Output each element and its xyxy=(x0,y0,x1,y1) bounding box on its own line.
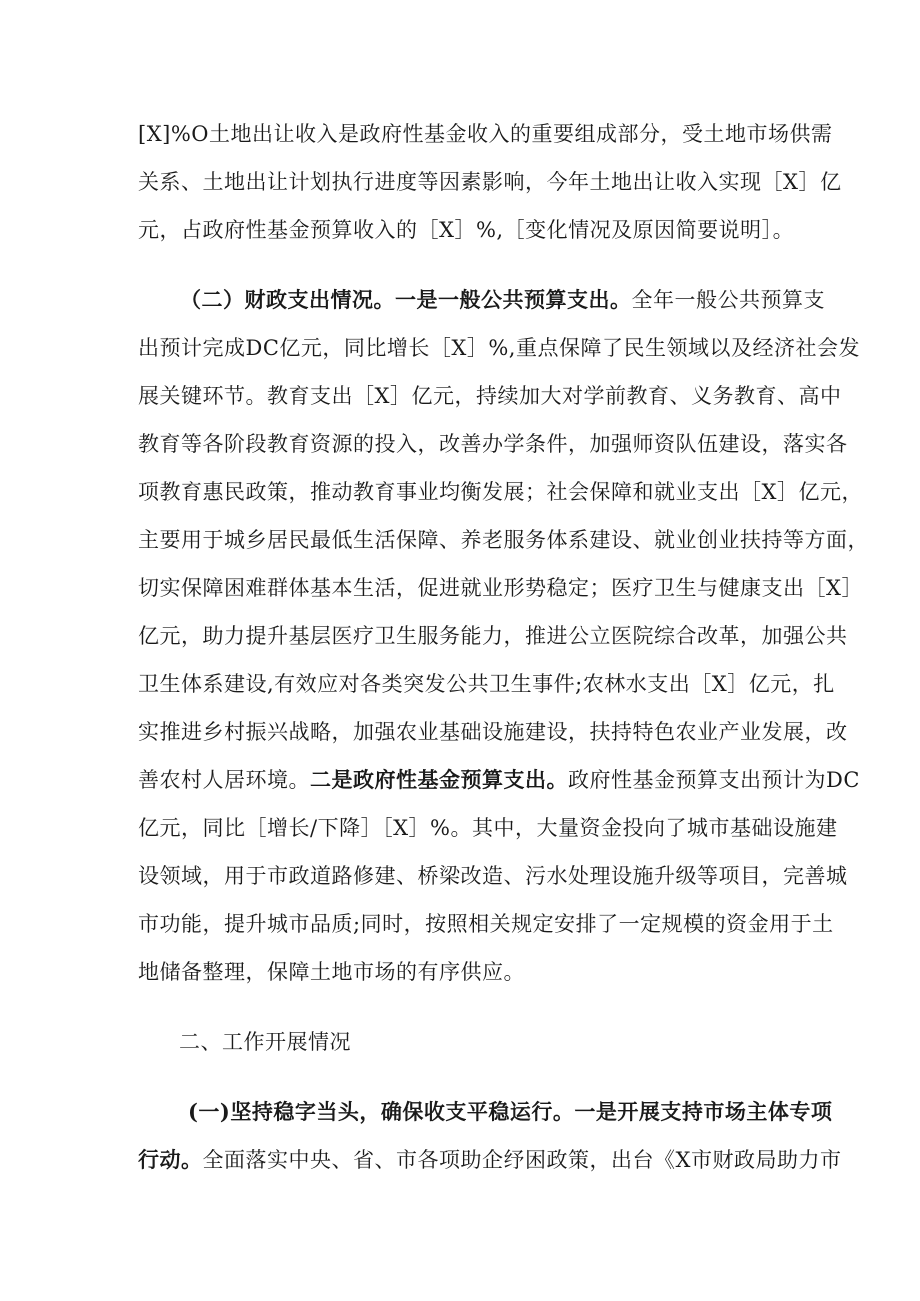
paragraph-line: 亿元，助力提升基层医疗卫生服务能力，推进公立医院综合改革，加强公共 xyxy=(138,624,848,648)
paragraph-line: 出预计完成DC亿元，同比增长［X］%,重点保障了民生领域以及经济社会发 xyxy=(138,336,860,360)
paragraph-line: 设领域，用于市政道路修建、桥梁改造、污水处理设施升级等项目，完善城 xyxy=(138,864,848,888)
subheading-general-budget: 一是一般公共预算支出。 xyxy=(395,287,632,312)
paragraph-line: 项教育惠民政策，推动教育事业均衡发展；社会保障和就业支出［X］亿元， xyxy=(138,480,863,504)
paragraph-line xyxy=(138,766,860,794)
paragraph-line: 关系、土地出让计划执行进度等因素影响，今年土地出让收入实现［X］亿 xyxy=(138,170,842,194)
paragraph-line: 教育等各阶段教育资源的投入，改善办学条件，加强师资队伍建设，落实各 xyxy=(138,432,848,456)
paragraph-line: 展关键环节。教育支出［X］亿元，持续加大对学前教育、义务教育、高中 xyxy=(138,384,842,408)
subheading-fiscal-expenditure: （二）财政支出情况。 xyxy=(180,287,395,312)
paragraph-text: 政府性基金预算支出预计为DC xyxy=(568,768,860,792)
paragraph-line: [X]%O土地出让收入是政府性基金收入的重要组成部分，受土地市场供需 xyxy=(138,122,833,146)
paragraph-line: (一)坚持稳字当头，确保收支平稳运行。一是开展支持市场主体专项 xyxy=(188,1099,833,1124)
paragraph-line: 切实保障困难群体基本生活，促进就业形势稳定；医疗卫生与健康支出［X］ xyxy=(138,576,863,600)
paragraph-line: 实推进乡村振兴战略，加强农业基础设施建设，扶持特色农业产业发展，改 xyxy=(138,720,848,744)
paragraph-text: 全年一般公共预算支 xyxy=(631,288,825,312)
subheading-fund-budget: 二是政府性基金预算支出。 xyxy=(310,767,568,792)
paragraph-line: 市功能，提升城市品质;同时，按照相关规定安排了一定规模的资金用于土 xyxy=(138,912,834,936)
paragraph-line: 卫生体系建设,有效应对各类突发公共卫生事件;农林水支出［X］亿元，扎 xyxy=(138,672,835,696)
paragraph-line: 地储备整理，保障土地市场的有序供应。 xyxy=(138,960,525,984)
paragraph-line: 主要用于城乡居民最低生活保障、养老服务体系建设、就业创业扶持等方面， xyxy=(138,528,869,552)
paragraph-text: 善农村人居环境。 xyxy=(138,768,310,792)
section-heading: 二、工作开展情况 xyxy=(179,1030,351,1054)
subheading-action: 行动。 xyxy=(138,1147,203,1172)
paragraph-line xyxy=(138,1146,842,1174)
paragraph-line xyxy=(180,286,825,314)
paragraph-line: 元，占政府性基金预算收入的［X］%,［变化情况及原因简要说明］。 xyxy=(138,218,795,242)
paragraph-line: 亿元，同比［增长/下降］［X］%。其中，大量资金投向了城市基础设施建 xyxy=(138,816,838,840)
paragraph-text: 全面落实中央、省、市各项助企纾困政策，出台《X市财政局助力市 xyxy=(202,1148,842,1172)
